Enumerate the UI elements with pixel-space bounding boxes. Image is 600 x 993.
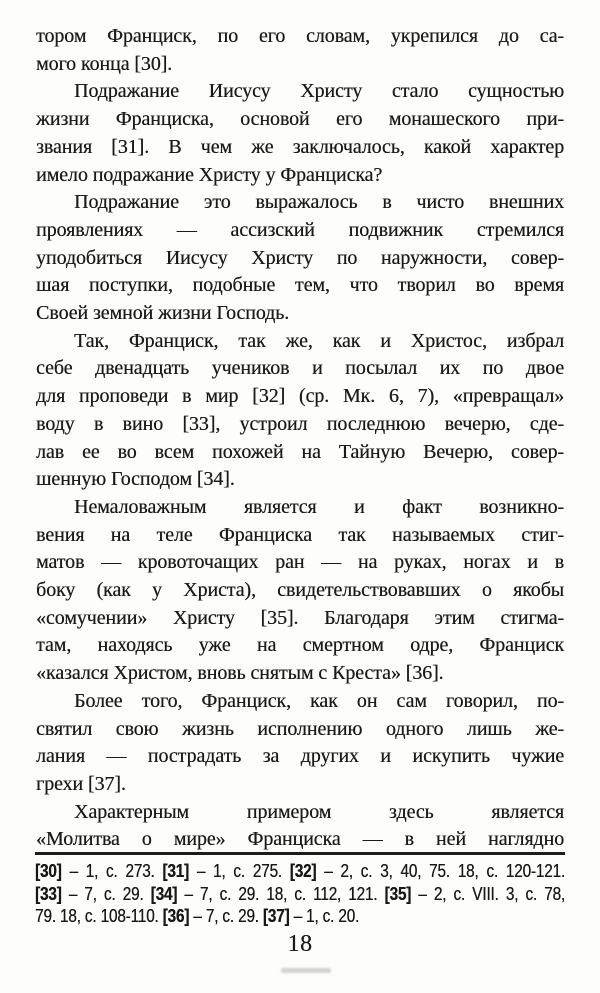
body-line: имело подражание Христу у Франциска?: [36, 163, 383, 186]
body-line: вения на теле Франциска так называемых стиг-: [36, 523, 564, 546]
page-number: 18: [287, 931, 313, 957]
footnote-ref: [32]: [289, 861, 317, 881]
body-line: воду в вино [33], устроил последнюю вечерю, сде-: [36, 412, 564, 435]
body-line: шенную Господом [34].: [36, 468, 235, 491]
footnote-line: [33] – 7, с. 29. [34] – 7, с. 29. 18, с. 112, 121. [35] – 2, с. VIII. 3, с. 78,: [35, 883, 565, 904]
body-line: «казался Христом, вновь снятым с Креста» [36].: [36, 662, 444, 685]
body-line: проявлениях — ассизский подвижник стремился: [36, 218, 564, 241]
body-line: «Молитва о мире» Франциска — в ней наглядно: [36, 828, 564, 851]
footnote-ref: [30]: [35, 861, 62, 881]
body-line: «сомучении» Христу [35]. Благодаря этим стигма-: [36, 606, 564, 629]
scan-smudge: [281, 968, 331, 973]
body-line: Так, Франциск, так же, как и Христос, избрал: [74, 329, 564, 352]
body-line: Более того, Франциск, как он сам говорил, по-: [74, 689, 564, 712]
body-line: боку (как у Христа), свидетельствовавших о якобы: [36, 579, 564, 602]
body-text: [36, 23, 564, 854]
body-line: Немаловажным является и факт возникно-: [74, 495, 564, 518]
footnote-ref: [31]: [162, 861, 189, 881]
footnote-ref: [33]: [35, 883, 62, 904]
body-line: лав ее во всем похожей на Тайную Вечерю, совер-: [36, 440, 564, 463]
body-line: шая поступки, подобные тем, что творил во время: [36, 274, 564, 297]
body-line: жизни Франциска, основой его монашеского при-: [36, 108, 564, 131]
footnote-ref: [36]: [162, 906, 190, 927]
body-line: уподобиться Иисусу Христу по наружности, совер-: [36, 246, 564, 269]
footnote-divider: [35, 852, 565, 855]
body-line: Характерным примером здесь является: [74, 800, 564, 823]
footnote-ref: [35]: [384, 883, 412, 904]
body-line: Подражание это выражалось в чисто внешних: [74, 191, 564, 214]
body-line: матов — кровоточащих ран — на руках, ногах и в: [36, 551, 564, 574]
body-line: мого конца [30].: [36, 52, 173, 75]
footnote-ref: [34]: [150, 883, 178, 904]
body-line: лания — пострадать за других и искупить чужие: [36, 745, 564, 768]
body-line: грехи [37].: [36, 772, 126, 795]
footnote-line: [30] – 1, с. 273. [31] – 1, с. 275. [32] – 2, с. 3, 40, 75. 18, с. 120-121.: [35, 861, 565, 881]
body-line: для проповеди в мир [32] (ср. Мк. 6, 7), «превращал»: [36, 385, 564, 408]
body-line: святил свою жизнь исполнению одного лишь же-: [36, 717, 564, 740]
body-line: там, находясь уже на смертном одре, Франциск: [36, 634, 564, 657]
body-line: тором Франциск, по его словам, укрепился до са-: [36, 25, 564, 47]
footnote-ref: [37]: [262, 906, 290, 927]
body-line: Своей земной жизни Господь.: [36, 302, 290, 325]
body-line: Подражание Иисусу Христу стало сущностью: [74, 80, 564, 103]
body-line: себе двенадцать учеников и посылал их по двое: [36, 357, 564, 380]
body-line: звания [31]. В чем же заключалось, какой характер: [36, 135, 564, 158]
footnotes: [35, 860, 565, 928]
footnote-line: 79. 18, с. 108-110. [36] – 7, с. 29. [37] – 1, с. 20.: [35, 906, 360, 927]
